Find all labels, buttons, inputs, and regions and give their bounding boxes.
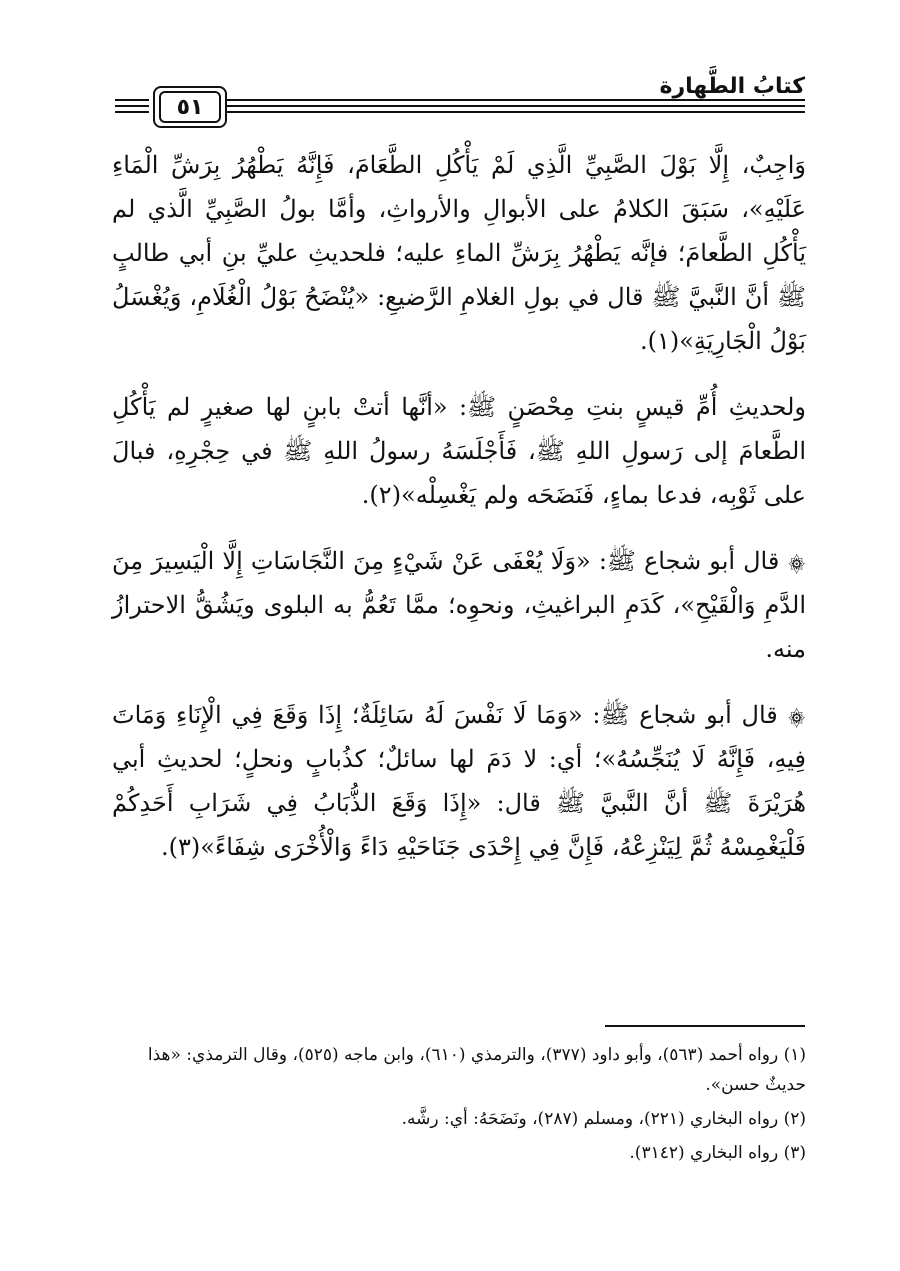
page-header [115,70,805,130]
header-rule [227,111,805,113]
paragraph: وَاجِبٌ، إِلَّا بَوْلَ الصَّبِيِّ الَّذِي لَمْ يَأْكُلِ الطَّعَامَ، فَإِنَّهُ يَطْهُرُ بِرَشِّ الْمَاءِ عَلَيْهِ»، سَبَقَ الكلامُ على الأبوالِ والأرواثِ، وأمَّا بولُ الصَّبِيِّ الَّذي لم يَأْكُلِ الطَّعامَ؛ فإنَّه يَطْهُرُ بِرَشِّ الماءِ عليه؛ فلحديثِ عليِّ بنِ أبي طالبٍ ﷺ أنَّ النَّبيَّ ﷺ قال في بولِ الغلامِ الرَّضيعِ: «يُنْضَحُ بَوْلُ الْغُلَامِ، وَيُغْسَلُ بَوْلُ الْجَارِيَةِ»(١). [112,151,806,355]
header-rule [115,99,149,101]
page-number: ٥١ [159,91,221,123]
footnote: (٣) رواه البخاري (٣١٤٢). [629,1143,806,1163]
header-rule [227,105,805,107]
main-text [112,143,806,891]
footnote: (٢) رواه البخاري (٢٢١)، ومسلم (٢٨٧)، ونَضَحَهُ: أي: رشَّه. [401,1109,806,1129]
book-title: كتابُ الطَّهارة [659,74,805,99]
paragraph: ۞ قال أبو شجاع ﷺ: «وَمَا لَا نَفْسَ لَهُ سَائِلَةٌ؛ إِذَا وَقَعَ فِي الْإِنَاءِ وَمَاتَ فِيهِ، فَإِنَّهُ لَا يُنَجِّسُهُ»؛ أي: لا دَمَ لها سائلٌ؛ كذُبابٍ ونحلٍ؛ لحديثِ أبي هُرَيْرَةَ ﷺ أنَّ النَّبيَّ ﷺ قال: «إِذَا وَقَعَ الذُّبَابُ فِي شَرَابِ أَحَدِكُمْ فَلْيَغْمِسْهُ ثُمَّ لِيَنْزِعْهُ، فَإِنَّ فِي إِحْدَى جَنَاحَيْهِ دَاءً وَالْأُخْرَى شِفَاءً»(٣). [112,701,806,861]
page-number-frame [153,86,227,128]
header-rule [227,99,805,101]
footnote-separator [605,1025,805,1027]
paragraph: ولحديثِ أُمِّ قيسٍ بنتِ مِحْصَنٍ ﷺ: «أنَّها أتتْ بابنٍ لها صغيرٍ لم يَأْكُلِ الطَّعامَ إلى رَسولِ اللهِ ﷺ، فَأَجْلَسَهُ رسولُ اللهِ ﷺ في حِجْرِهِ، فبالَ على ثَوْبِه، فدعا بماءٍ، فَنَضَحَه ولم يَغْسِلْه»(٢). [112,393,806,509]
header-rule [115,111,149,113]
footnotes [112,1040,806,1172]
header-rule [115,105,149,107]
paragraph: ۞ قال أبو شجاع ﷺ: «وَلَا يُعْفَى عَنْ شَيْءٍ مِنَ النَّجَاسَاتِ إِلَّا الْيَسِيرَ مِنَ الدَّمِ وَالْقَيْحِ»، كَدَمِ البراغيثِ، ونحوِه؛ ممَّا تَعُمُّ به البلوى ويَشُقُّ الاحترازُ منه. [112,547,806,663]
footnote: (١) رواه أحمد (٥٦٣)، وأبو داود (٣٧٧)، والترمذي (٦١٠)، وابن ماجه (٥٢٥)، وقال الترمذي: «هذا حديثٌ حسن». [147,1045,806,1095]
